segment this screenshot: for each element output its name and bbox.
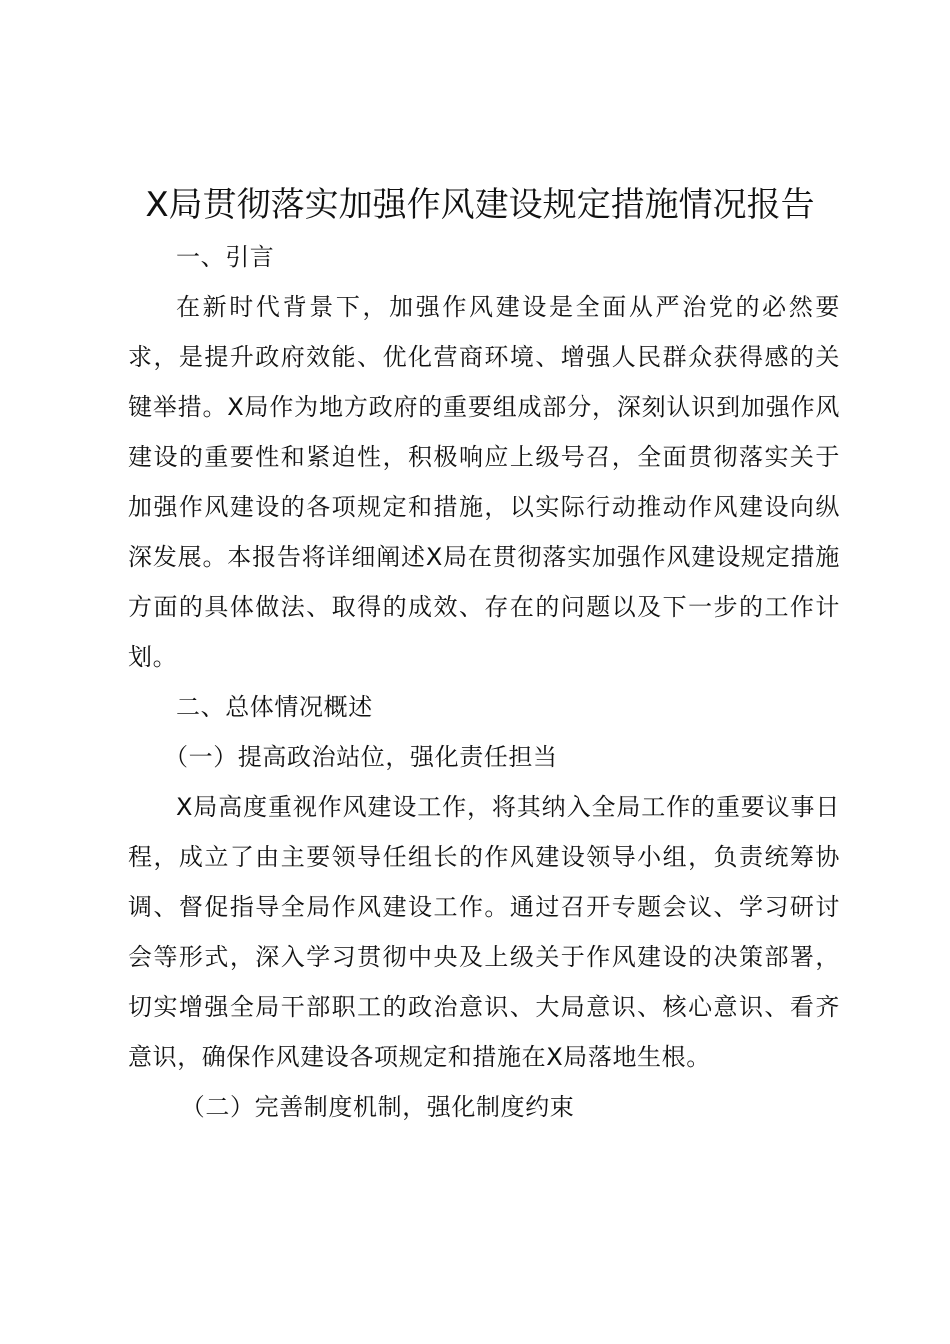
paragraph-intro: 在新时代背景下，加强作风建设是全面从严治党的必然要求，是提升政府效能、优化营商环境、增强人民群众获得感的关键举措。X局作为地方政府的重要组成部分，深刻认识到加强作风建设的重要性和紧迫性，积极响应上级号召，全面贯彻落实关于加强作风建设的各项规定和措施，以实际行动推动作风建设向纵深发展。本报告将详细阐述X局在贯彻落实加强作风建设规定措施方面的具体做法、取得的成效、存在的问题以及下一步的工作计划。 bbox=[128, 293, 840, 671]
document-body bbox=[128, 232, 840, 1132]
section-heading-intro: 一、引言 bbox=[176, 243, 275, 271]
document-title: X局贯彻落实加强作风建设规定措施情况报告 bbox=[145, 185, 815, 225]
section-heading-overview: 二、总体情况概述 bbox=[176, 693, 373, 721]
subsection-heading-2: （二）完善制度机制，强化制度约束 bbox=[180, 1093, 575, 1121]
subsection-heading-1: （一）提高政治站位，强化责任担当 bbox=[164, 743, 558, 771]
paragraph-subsection-1: X局高度重视作风建设工作，将其纳入全局工作的重要议事日程，成立了由主要领导任组长的作风建设领导小组，负责统筹协调、督促指导全局作风建设工作。通过召开专题会议、学习研讨会等形式，深入学习贯彻中央及上级关于作风建设的决策部署，切实增强全局干部职工的政治意识、大局意识、核心意识、看齐意识，确保作风建设各项规定和措施在X局落地生根。 bbox=[128, 793, 840, 1071]
